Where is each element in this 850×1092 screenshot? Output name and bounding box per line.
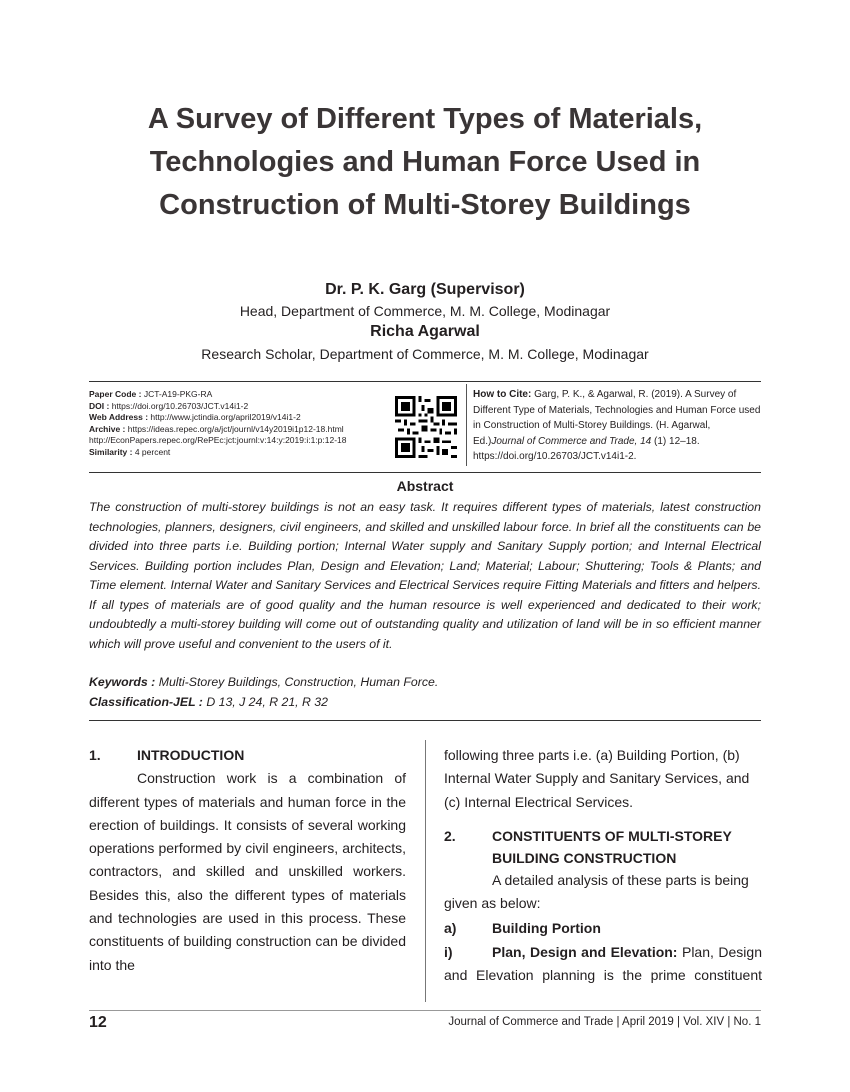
- abstract-bottom-rule: [89, 720, 761, 721]
- similarity-value: 4 percent: [134, 446, 171, 457]
- cite-label: How to Cite:: [473, 389, 532, 400]
- keywords-value: Multi-Storey Buildings, Construction, Human Force.: [158, 675, 439, 689]
- similarity-row: Similarity : 4 percent: [89, 446, 171, 457]
- page-number: 12: [89, 1014, 107, 1031]
- web-address-link[interactable]: http://www.jctindia.org/april2019/v14i1-2: [150, 412, 301, 423]
- archive-link[interactable]: https://ideas.repec.org/a/jct/journl/v14y2019i1p12-18.html: [127, 423, 344, 434]
- meta-top-rule: [89, 381, 761, 382]
- subsection-i: i) Plan, Design and Elevation: Plan, Design and Elevation planning is the prime constituent: [444, 941, 762, 988]
- cite-text: Garg, P. K., & Agarwal, R. (2019). A Survey of Different Type of Materials, Technologies and Human Force used in Construction of Multi-Storey Buildings. (H. Agarwal, Ed.): [473, 389, 761, 447]
- web-address-row: Web Address : http://www.jctindia.org/april2019/v14i1-2: [89, 412, 301, 423]
- paper-metadata: [89, 389, 389, 459]
- author-2-affiliation: Research Scholar, Department of Commerce, M. M. College, Modinagar: [201, 346, 649, 362]
- doi-link[interactable]: https://doi.org/10.26703/JCT.v14i1-2: [111, 400, 249, 411]
- author-2-name: Richa Agarwal: [370, 323, 480, 340]
- continuation-paragraph: following three parts i.e. (a) Building Portion, (b) Internal Water Supply and Sanitary Services, and (c) Internal Electrical Services.: [444, 747, 750, 810]
- section-2-paragraph: A detailed analysis of these parts is being given as below:: [444, 871, 749, 912]
- right-column: [444, 744, 762, 987]
- keywords: Keywords : Multi-Storey Buildings, Construction, Human Force.: [89, 675, 439, 689]
- section-1-heading: 1. INTRODUCTION: [89, 747, 245, 763]
- author-1-affiliation: Head, Department of Commerce, M. M. College, Modinagar: [239, 303, 611, 319]
- meta-divider: [466, 384, 467, 466]
- econpapers-link[interactable]: http://EconPapers.repec.org/RePEc:jct:journl:v:14:y:2019:i:1:p:12-18: [89, 435, 347, 446]
- meta-bottom-rule: [89, 472, 761, 473]
- footer-rule: [89, 1010, 761, 1011]
- introduction-paragraph: Construction work is a combination of different types of materials and human force in the erection of buildings. It consists of several working operations performed by civil engineers, architects, contractors, and skilled and unskilled workers. Besides this, also the different types of materials and technologies are used in this process. These constituents of building construction can be divided into the: [89, 770, 406, 973]
- paper-code-row: Paper Code : JCT-A19-PKG-RA: [89, 389, 213, 399]
- title-line-3: Construction of Multi-Storey Buildings: [159, 189, 691, 221]
- column-divider: [425, 740, 426, 1002]
- paper-code: JCT-A19-PKG-RA: [143, 389, 213, 399]
- subsection-i-text: and Elevation planning is the prime constituent: [444, 967, 762, 984]
- journal-footer: Journal of Commerce and Trade | April 2019 | Vol. XIV | No. 1: [448, 1016, 761, 1028]
- author-1-name: Dr. P. K. Garg (Supervisor): [325, 281, 525, 298]
- section-2-heading: 2. CONSTITUENTS OF MULTI-STOREY BUILDING CONSTRUCTION: [444, 827, 732, 866]
- abstract-text: The construction of multi-storey buildings is not an easy task. It requires different types of materials, latest construction technologies, planners, designers, civil engineers, and skilled and unskilled labour force. In brief all the constituents can be divided into three parts i.e. Building portion; Internal Water supply and Sanitary Supply portion; and Internal Electrical Services. Building portion includes Plan, Design and Elevation; Land; Material; Labour; Shuttering; Tools & Plants; and Time element. Internal Water and Sanitary Services and Electrical Services require Fitting Materials and fitters and helpers. If all types of materials are of good quality and the human resource is well experienced and dedicated to their work; undoubtedly a multi-storey building will come out of outstanding quality and utilization of land will be in so efficient manner which will prove useful and convenient to the users of it.: [89, 500, 761, 651]
- title-line-2: Technologies and Human Force Used in: [149, 146, 701, 178]
- cite-tail: (1) 12–18. https://doi.org/10.26703/JCT.v14i1-2.: [473, 435, 700, 462]
- cite-journal: Journal of Commerce and Trade, 14: [491, 435, 652, 447]
- left-column: [89, 744, 406, 977]
- classification-jel: Classification-JEL : D 13, J 24, R 21, R 32: [89, 695, 328, 709]
- subsection-i-title: Plan, Design and Elevation:: [492, 943, 678, 960]
- doi-row: DOI : https://doi.org/10.26703/JCT.v14i1-2: [89, 400, 249, 411]
- title-line-1: A Survey of Different Types of Materials,: [147, 103, 703, 135]
- paper-title: [90, 98, 760, 227]
- how-to-cite: [473, 387, 763, 465]
- jel-value: D 13, J 24, R 21, R 32: [206, 695, 328, 709]
- archive-row: Archive : https://ideas.repec.org/a/jct/journl/v14y2019i1p12-18.html: [89, 423, 344, 434]
- abstract-heading: Abstract: [396, 478, 454, 494]
- qr-code-icon: [395, 396, 457, 458]
- subsection-a-heading: a) Building Portion: [444, 920, 601, 937]
